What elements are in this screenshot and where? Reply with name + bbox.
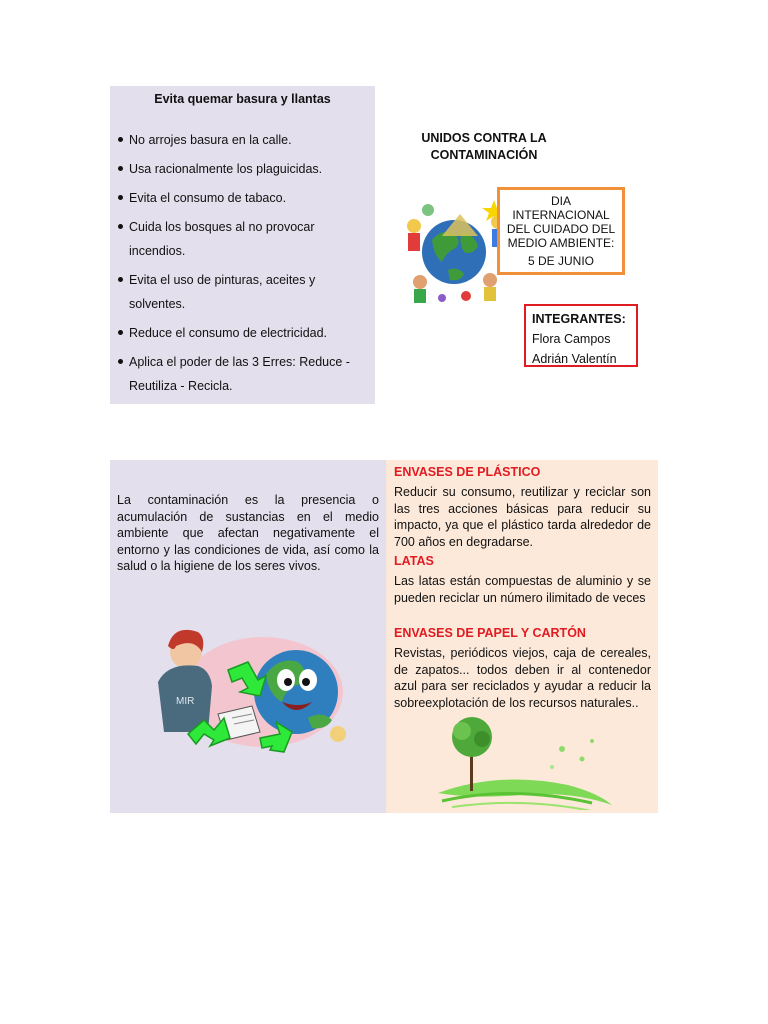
- list-item: No arrojes basura en la calle.: [118, 128, 368, 152]
- day-box-line: MEDIO AMBIENTE:: [507, 236, 615, 250]
- tips-list: [118, 128, 368, 403]
- recycling-illustration: [148, 622, 348, 772]
- cans-heading: LATAS: [394, 554, 434, 568]
- tree-illustration: [432, 715, 617, 810]
- child-figure-icon: [413, 275, 427, 289]
- list-item: Aplica el poder de las 3 Erres: Reduce - Reutiliza - Recicla.: [118, 350, 368, 398]
- list-item: Cuida los bosques al no provocar incendios.: [118, 215, 368, 263]
- butterfly-icon: [559, 746, 565, 752]
- tips-title: Evita quemar basura y llantas: [154, 92, 331, 106]
- day-box-line: INTERNACIONAL: [512, 208, 610, 222]
- child-figure-icon: [483, 273, 497, 287]
- headline: [400, 130, 568, 164]
- definition-text: La contaminación es la presencia o acumulación de sustancias en el medio ambiente que afectan negativamente el entorno y las condiciones de vida, así como la salud o la higiene de los seres vivos.: [117, 493, 379, 573]
- shirt-label: MIR: [176, 696, 195, 707]
- headline-line: CONTAMINACIÓN: [430, 148, 538, 162]
- definition-panel: [110, 460, 386, 813]
- member-name: Flora Campos: [532, 332, 611, 346]
- headline-line: UNIDOS CONTRA LA: [421, 131, 547, 145]
- list-item: Usa racionalmente los plaguicidas.: [118, 157, 368, 181]
- day-box-date: 5 DE JUNIO: [527, 254, 594, 268]
- list-item: Reduce el consumo de electricidad.: [118, 321, 368, 345]
- paper-text: Revistas, periódicos viejos, caja de cereales, de zapatos... todos deben ir al contenedor azul para ser reciclados y ayudar a reducir la sobreexplotación de los recursos naturales..: [394, 646, 651, 710]
- thumbs-up-icon: [330, 726, 346, 742]
- paper-heading: ENVASES DE PAPEL Y CARTÓN: [394, 626, 586, 640]
- tips-panel: [110, 86, 375, 404]
- members-box: [524, 304, 638, 367]
- member-name: Adrián Valentín: [532, 352, 617, 366]
- environment-day-box: [497, 187, 625, 275]
- packaging-panel: [386, 460, 658, 813]
- day-box-line: DEL CUIDADO DEL: [506, 222, 616, 236]
- child-figure-icon: [407, 219, 421, 233]
- list-item: Evita el uso de pinturas, aceites y solventes.: [118, 268, 368, 316]
- day-box-line: DIA: [550, 194, 571, 208]
- plastic-text: Reducir su consumo, reutilizar y reciclar son las tres acciones básicas para reducir su impacto, ya que el plástico tarda alrededor de 700 años en degradarse.: [394, 485, 651, 549]
- cans-text: Las latas están compuestas de aluminio y se pueden reciclar un número ilimitado de veces: [394, 574, 651, 605]
- members-title: INTEGRANTES:: [532, 312, 626, 326]
- kids-globe-illustration: [402, 196, 510, 306]
- plastic-heading: ENVASES DE PLÁSTICO: [394, 465, 541, 479]
- list-item: Evita el consumo de tabaco.: [118, 186, 368, 210]
